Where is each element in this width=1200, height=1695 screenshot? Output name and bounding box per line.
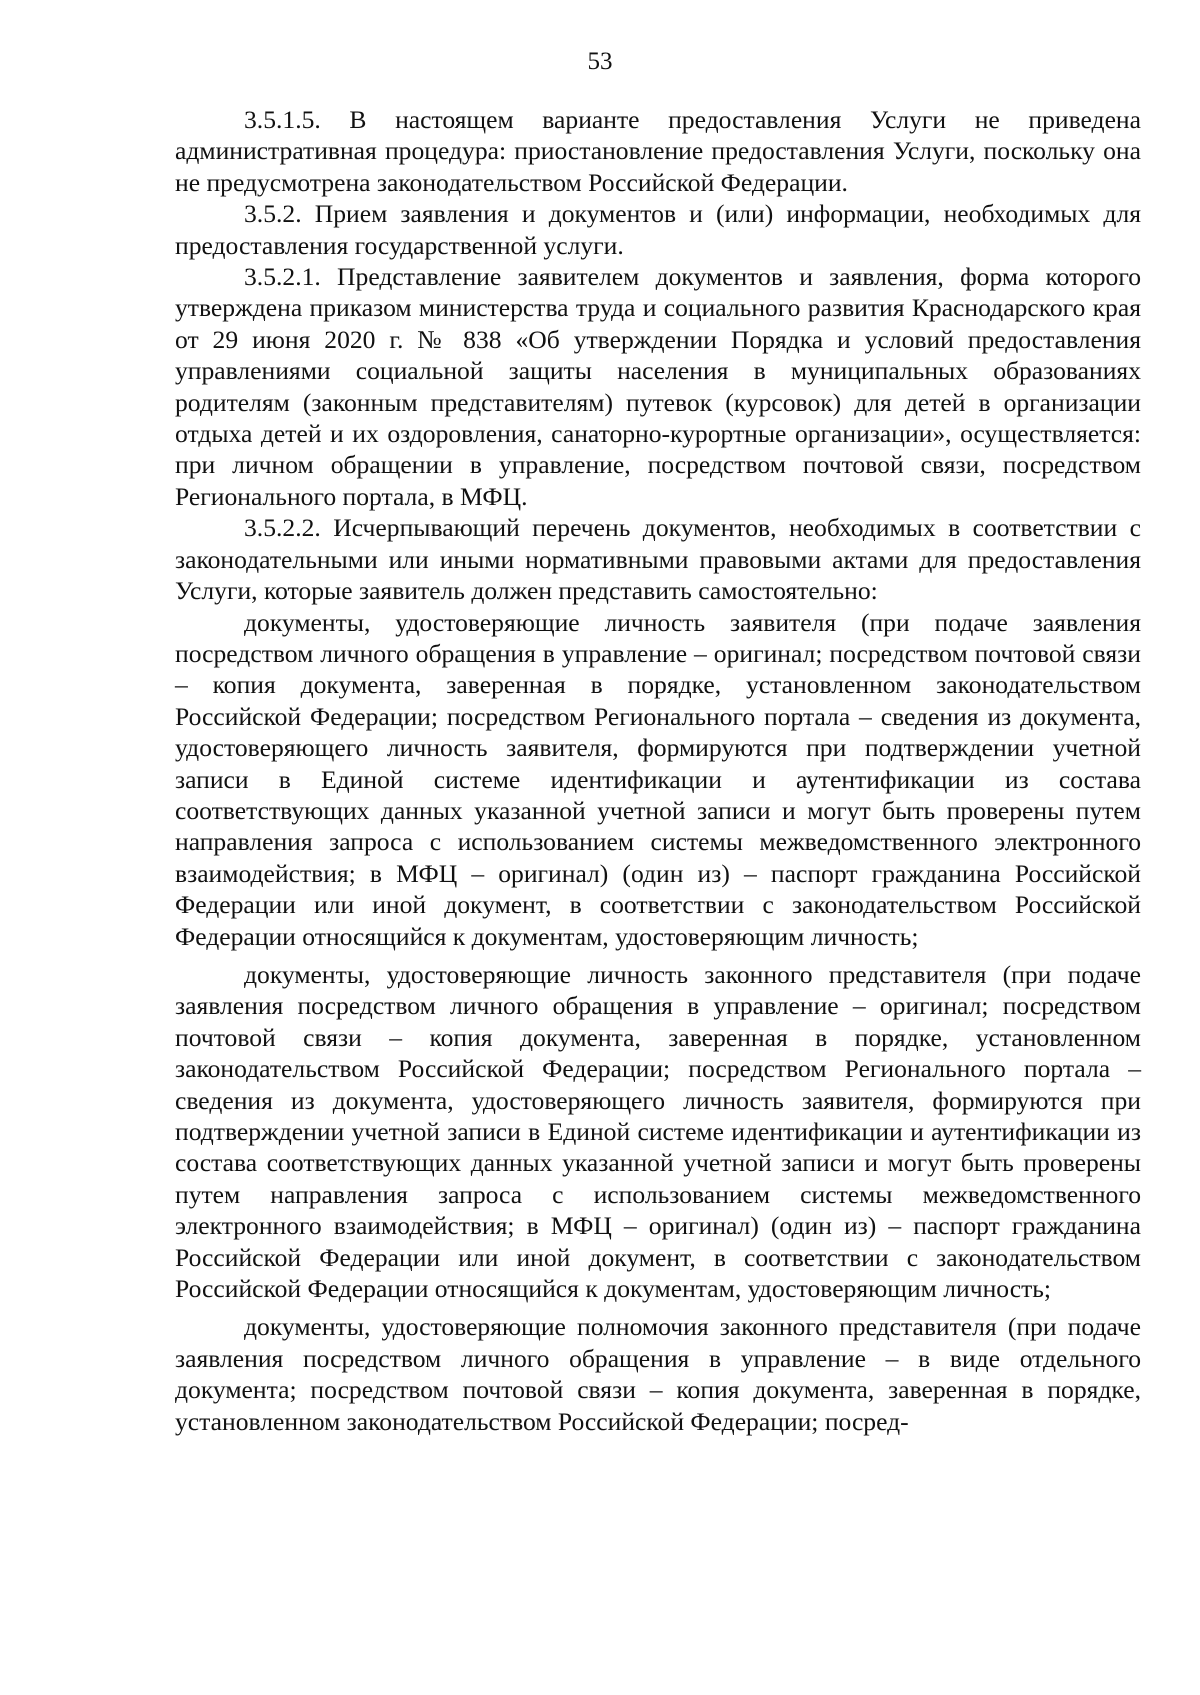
- document-body: [175, 104, 1141, 1437]
- paragraph-3-5-2-2: 3.5.2.2. Исчерпывающий перечень документов, необходимых в соответствии с законодательными или иными нормативными правовыми актами для предоставления Услуги, которые заявитель должен представить самостоятельно:: [175, 513, 1141, 606]
- paragraph-applicant-identity-docs: документы, удостоверяющие личность заявителя (при подаче заявления посредством личного обращения в управление – оригинал; посредством почтовой связи – копия документа, заверенная в порядке, установленном законодательством Российской Федерации; посредством Регионального портала – сведения из документа, удостоверяющего личность заявителя, формируются при подтверждении учетной записи в Единой системе идентификации и аутентификации из состава соответствующих данных указанной учетной записи и могут быть проверены путем направления запроса с использованием системы межведомственного электронного взаимодействия; в МФЦ – оригинал) (один из) – паспорт гражданина Российской Федерации или иной документ, в соответствии с законодательством Российской Федерации относящийся к документам, удостоверяющим личность;: [175, 607, 1141, 951]
- paragraph-3-5-2-1: 3.5.2.1. Представление заявителем документов и заявления, форма которого утверждена приказом министерства труда и социального развития Краснодарского края от 29 июня 2020 г. № 838 «Об утверждении Порядка и условий предоставления управлениями социальной защиты населения в муниципальных образованиях родителям (законным представителям) путевок (курсовок) для детей в организации отдыха детей и их оздоровления, санаторно-курортные организации», осуществляется: при личном обращении в управление, посредством почтовой связи, посредством Регионального портала, в МФЦ.: [175, 262, 1141, 511]
- paragraph-3-5-1-5: 3.5.1.5. В настоящем варианте предоставления Услуги не приведена административная процедура: приостановление предоставления Услуги, поскольку она не предусмотрена законодательством Российской Федерации.: [175, 105, 1141, 197]
- paragraph-representative-authority-docs: документы, удостоверяющие полномочия законного представителя (при подаче заявления посредством личного обращения в управление – в виде отдельного документа; посредством почтовой связи – копия документа, заверенная в порядке, установленном законодательством Российской Федерации; посред-: [175, 1312, 1141, 1436]
- paragraph-representative-identity-docs: документы, удостоверяющие личность законного представителя (при подаче заявления посредством личного обращения в управление – оригинал; посредством почтовой связи – копия документа, заверенная в порядке, установленном законодательством Российской Федерации; посредством Регионального портала – сведения из документа, удостоверяющего личность заявителя, формируются при подтверждении учетной записи в Единой системе идентификации и аутентификации из состава соответствующих данных указанной учетной записи и могут быть проверены путем направления запроса с использованием системы межведомственного электронного взаимодействия; в МФЦ – оригинал) (один из) – паспорт гражданина Российской Федерации или иной документ, в соответствии с законодательством Российской Федерации относящийся к документам, удостоверяющим личность;: [175, 959, 1141, 1304]
- page-number: 53: [587, 48, 613, 75]
- paragraph-3-5-2: 3.5.2. Прием заявления и документов и (или) информации, необходимых для предоставления государственной услуги.: [175, 199, 1141, 260]
